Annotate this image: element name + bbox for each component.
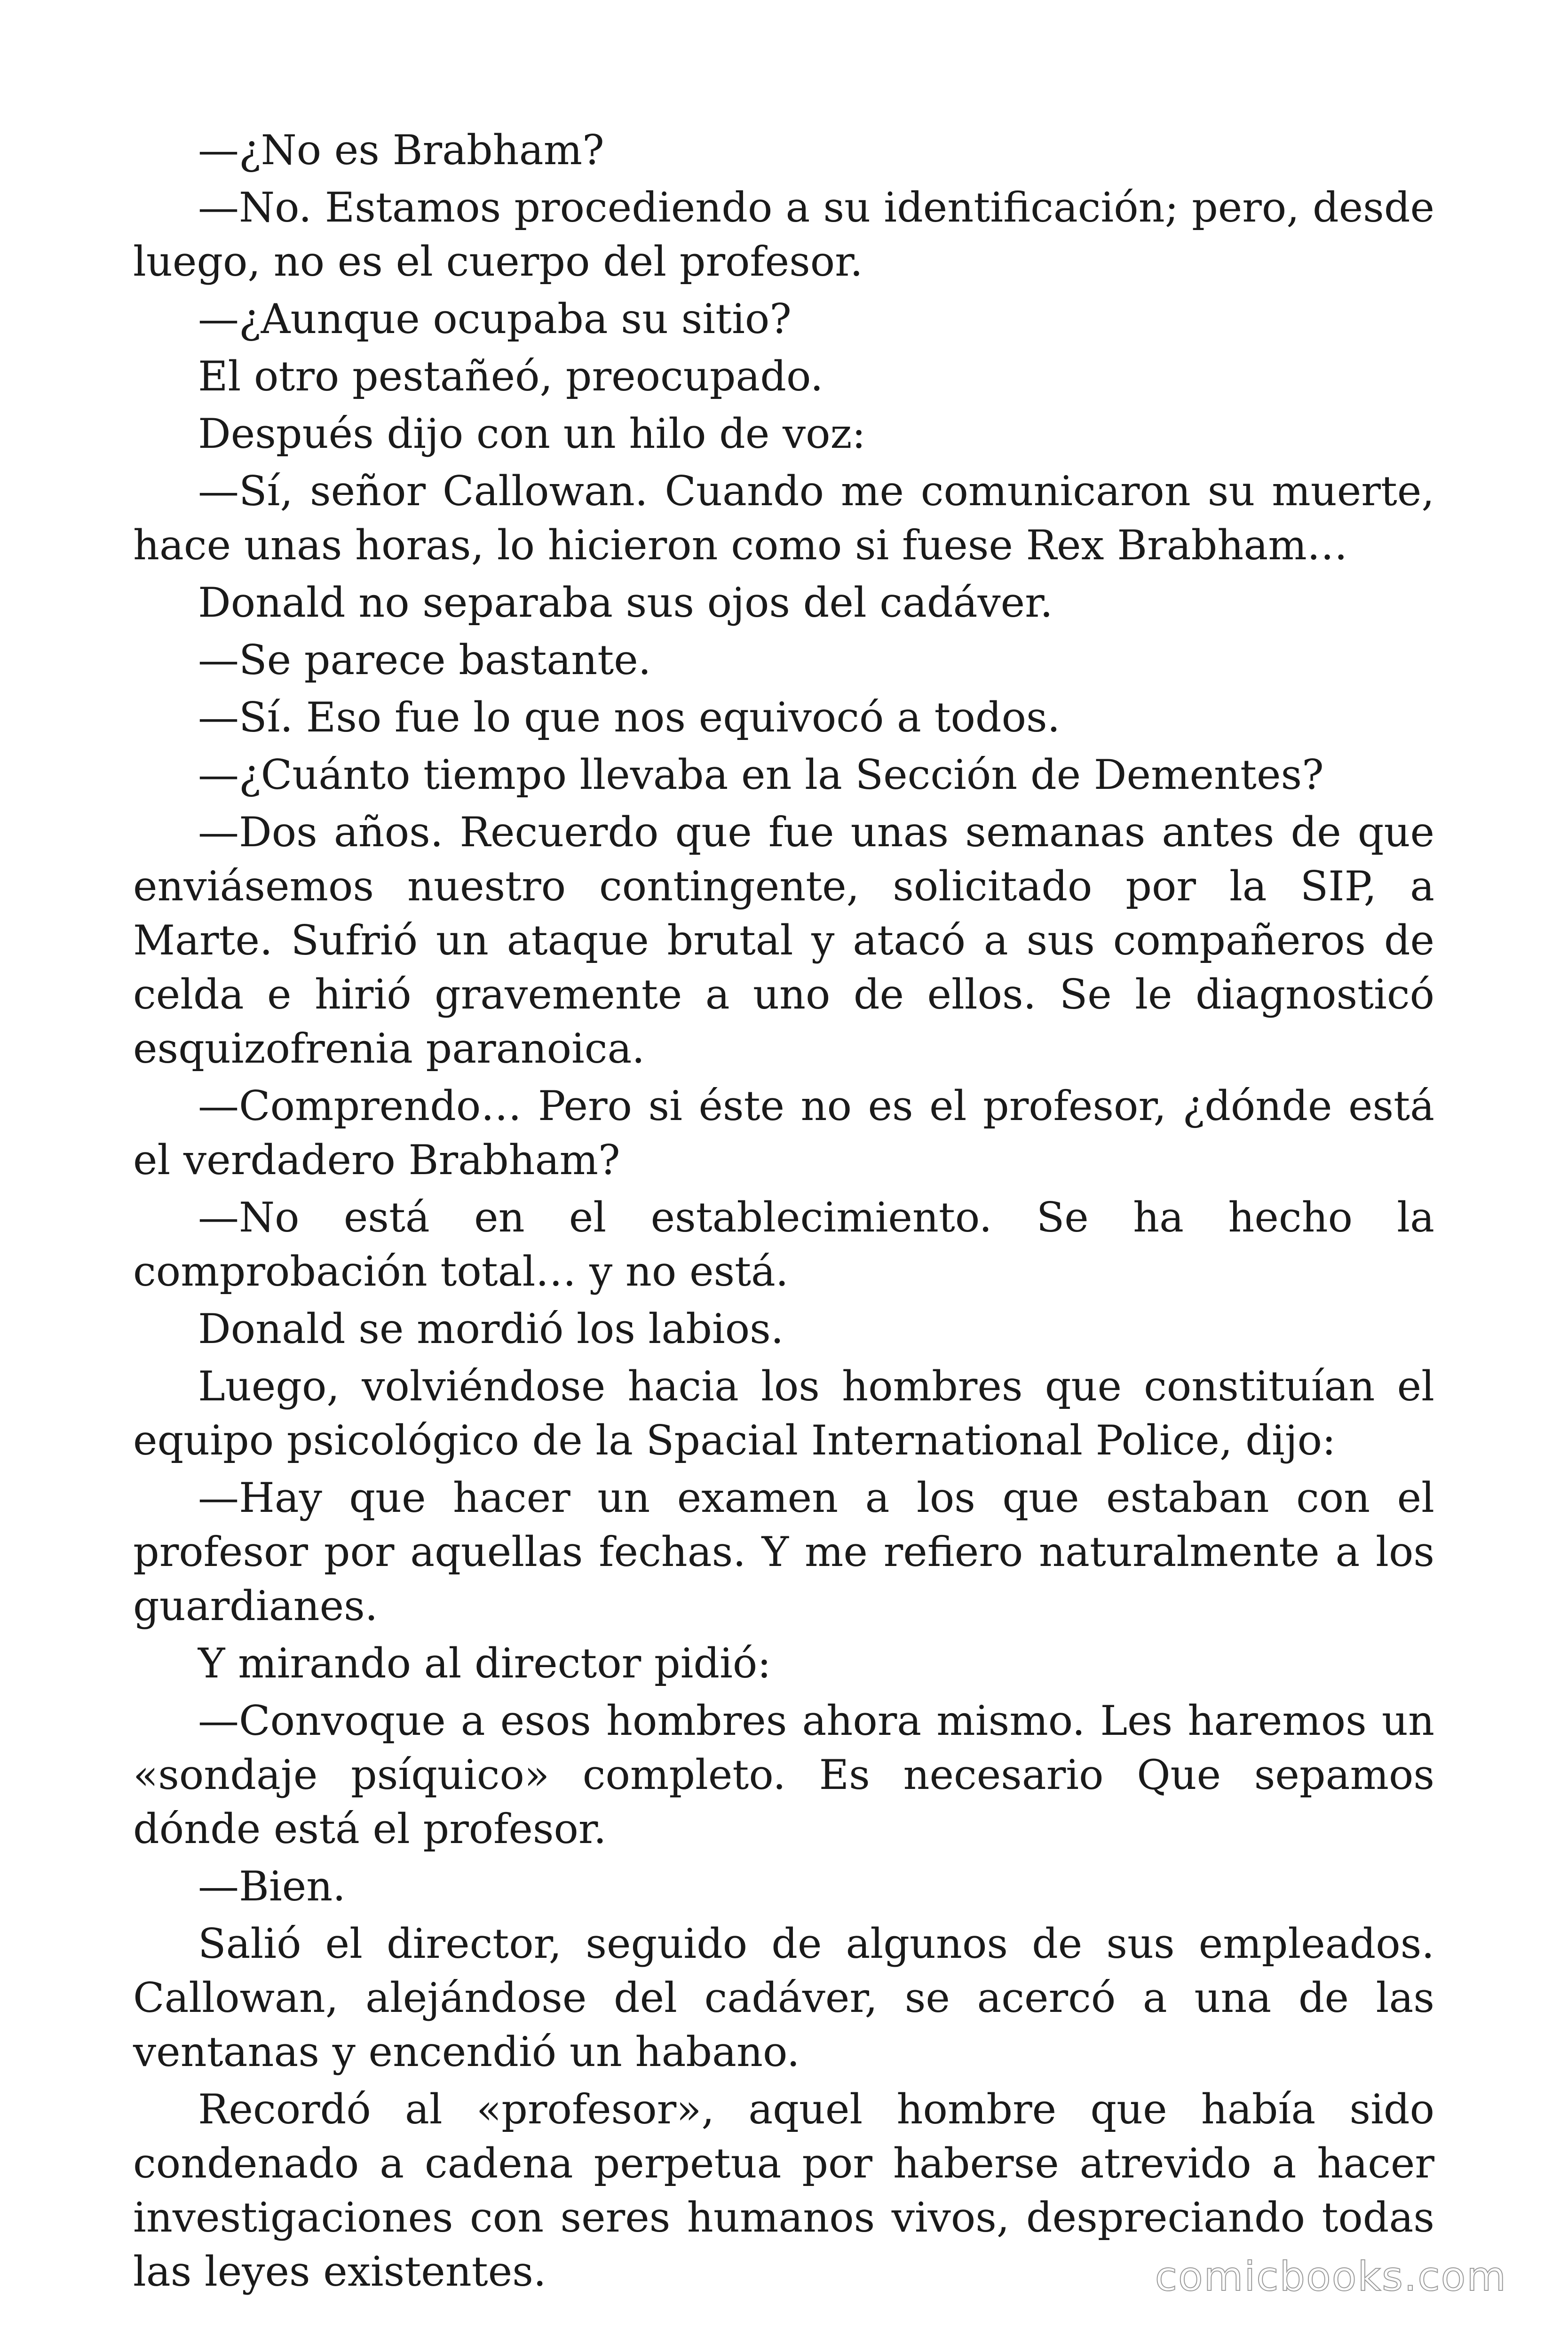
paragraph: —Convoque a esos hombres ahora mismo. Les haremos un «sondaje psíquico» completo. Es necesario Que sepamos dónde está el profesor. [133, 1697, 1434, 1853]
paragraph: —Sí, señor Callowan. Cuando me comunicaron su muerte, hace unas horas, lo hicieron como si fuese Rex Brabham… [133, 467, 1434, 569]
paragraph: Y mirando al director pidió: [198, 1639, 771, 1687]
paragraph: —Dos años. Recuerdo que fue unas semanas antes de que enviásemos nuestro contingente, solicitado por la SIP, a Marte. Sufrió un ataque brutal y atacó a sus compañeros de celda e hirió gravemente a uno de ellos. Se le diagnosticó esquizofrenia paranoica. [133, 808, 1434, 1073]
paragraph: —No. Estamos procediendo a su identificación; pero, desde luego, no es el cuerpo del profesor. [133, 183, 1434, 286]
paragraph: —Bien. [198, 1862, 346, 1910]
paragraph: —No está en el establecimiento. Se ha hecho la comprobación total… y no está. [133, 1193, 1434, 1295]
watermark: comicbooks.com [1155, 2253, 1507, 2300]
paragraph: —Sí. Eso fue lo que nos equivocó a todos. [198, 693, 1061, 741]
paragraph: —Comprendo… Pero si éste no es el profesor, ¿dónde está el verdadero Brabham? [133, 1082, 1434, 1184]
paragraph: Donald se mordió los labios. [198, 1305, 784, 1353]
paragraph: El otro pestañeó, preocupado. [198, 352, 824, 400]
paragraph: —¿Cuánto tiempo llevaba en la Sección de Dementes? [198, 751, 1324, 799]
paragraph: Donald no separaba sus ojos del cadáver. [198, 579, 1053, 627]
paragraph: Salió el director, seguido de algunos de sus empleados. Callowan, alejándose del cadáver, se acercó a una de las ventanas y encendió un habano. [133, 1920, 1434, 2076]
page-body [133, 123, 1434, 2302]
paragraph: —Se parece bastante. [198, 636, 651, 684]
paragraph: Recordó al «profesor», aquel hombre que había sido condenado a cadena perpetua por haberse atrevido a hacer investigaciones con seres humanos vivos, despreciando todas las leyes existentes. [133, 2085, 1434, 2296]
paragraph: Después dijo con un hilo de voz: [198, 410, 866, 458]
paragraph: Luego, volviéndose hacia los hombres que constituían el equipo psicológico de la Spacial International Police, dijo: [133, 1362, 1434, 1464]
paragraph: —Hay que hacer un examen a los que estaban con el profesor por aquellas fechas. Y me refiero naturalmente a los guardianes. [133, 1474, 1434, 1630]
paragraph: —¿No es Brabham? [198, 126, 604, 174]
paragraph: —¿Aunque ocupaba su sitio? [198, 295, 792, 343]
